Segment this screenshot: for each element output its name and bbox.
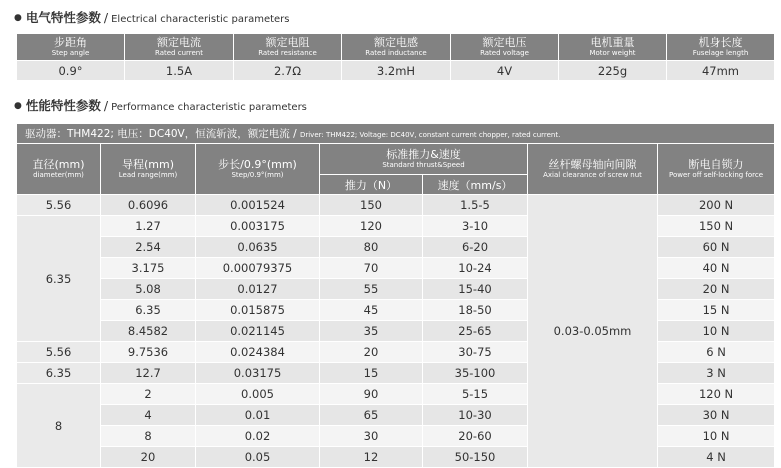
table-row bbox=[17, 447, 775, 468]
cell-lead: 8 bbox=[101, 426, 196, 447]
cell-step: 0.024384 bbox=[196, 342, 320, 363]
header-step: 步长/0.9°(mm) Step/0.9°(mm) bbox=[196, 144, 320, 195]
header-thrust: 推力（N） bbox=[320, 175, 423, 195]
section-title-en: Electrical characteristic parameters bbox=[111, 14, 290, 25]
table-row bbox=[17, 237, 775, 258]
cell-self-locking-force: 20 N bbox=[658, 279, 775, 300]
table-row bbox=[17, 216, 775, 237]
cell-lead: 2.54 bbox=[101, 237, 196, 258]
cell-step: 0.021145 bbox=[196, 321, 320, 342]
section-title-electrical bbox=[14, 8, 290, 26]
cell-step: 0.01 bbox=[196, 405, 320, 426]
driver-info-en: Driver: THM422; Voltage: DC40V, constant current chopper, rated current. bbox=[299, 131, 561, 139]
header-speed: 速度（mm/s） bbox=[423, 175, 528, 195]
table-row bbox=[17, 384, 775, 405]
table-row bbox=[17, 195, 775, 216]
header-rated-current: 额定电流 Rated current bbox=[125, 34, 234, 61]
cell-self-locking-force: 30 N bbox=[658, 405, 775, 426]
header-thrust-speed: 标准推力&速度 Standard thrust&Speed bbox=[320, 144, 528, 175]
section-title-en: Performance characteristic parameters bbox=[111, 102, 307, 113]
cell-speed: 5-15 bbox=[423, 384, 528, 405]
cell-speed: 10-24 bbox=[423, 258, 528, 279]
cell-self-locking-force: 10 N bbox=[658, 321, 775, 342]
cell-speed: 3-10 bbox=[423, 216, 528, 237]
cell-speed: 30-75 bbox=[423, 342, 528, 363]
cell-diameter: 6.35 bbox=[17, 216, 101, 342]
header-diameter: 直径(mm) diameter(mm) bbox=[17, 144, 101, 195]
cell-self-locking-force: 6 N bbox=[658, 342, 775, 363]
section-title-cn: 性能特性参数 bbox=[25, 98, 101, 113]
cell-lead: 9.7536 bbox=[101, 342, 196, 363]
cell-thrust: 35 bbox=[320, 321, 423, 342]
header-rated-resistance: 额定电阻 Rated resistance bbox=[234, 34, 342, 61]
cell-self-locking-force: 150 N bbox=[658, 216, 775, 237]
cell-thrust: 45 bbox=[320, 300, 423, 321]
cell-lead: 6.35 bbox=[101, 300, 196, 321]
cell-step: 0.001524 bbox=[196, 195, 320, 216]
cell-thrust: 55 bbox=[320, 279, 423, 300]
header-fuselage-length: 机身长度 Fuselage length bbox=[667, 34, 775, 61]
value-rated-inductance: 3.2mH bbox=[342, 61, 451, 81]
bullet-icon: ● bbox=[14, 13, 22, 23]
cell-diameter: 6.35 bbox=[17, 363, 101, 384]
cell-lead: 8.4582 bbox=[101, 321, 196, 342]
table-row bbox=[17, 363, 775, 384]
cell-diameter: 8 bbox=[17, 384, 101, 468]
cell-speed: 18-50 bbox=[423, 300, 528, 321]
section-title-performance bbox=[14, 96, 307, 114]
cell-speed: 15-40 bbox=[423, 279, 528, 300]
section-title-cn: 电气特性参数 bbox=[25, 10, 101, 25]
value-motor-weight: 225g bbox=[559, 61, 667, 81]
cell-speed: 1.5-5 bbox=[423, 195, 528, 216]
cell-thrust: 150 bbox=[320, 195, 423, 216]
performance-header-row bbox=[17, 144, 775, 175]
header-axial-clearance: 丝杆螺母轴向间隙 Axial clearance of screw nut bbox=[528, 144, 658, 195]
cell-thrust: 80 bbox=[320, 237, 423, 258]
electrical-header-row bbox=[17, 34, 775, 61]
cell-self-locking-force: 60 N bbox=[658, 237, 775, 258]
cell-step: 0.003175 bbox=[196, 216, 320, 237]
driver-info bbox=[17, 124, 775, 144]
cell-axial-clearance: 0.03-0.05mm bbox=[528, 195, 658, 468]
cell-step: 0.00079375 bbox=[196, 258, 320, 279]
performance-parameters-table bbox=[16, 123, 775, 468]
header-step-angle: 步距角 Step angle bbox=[17, 34, 125, 61]
electrical-value-row bbox=[17, 61, 775, 81]
cell-lead: 5.08 bbox=[101, 279, 196, 300]
value-fuselage-length: 47mm bbox=[667, 61, 775, 81]
header-motor-weight: 电机重量 Motor weight bbox=[559, 34, 667, 61]
cell-self-locking-force: 3 N bbox=[658, 363, 775, 384]
header-lead: 导程(mm) Lead range(mm) bbox=[101, 144, 196, 195]
cell-lead: 12.7 bbox=[101, 363, 196, 384]
driver-info-row bbox=[17, 124, 775, 144]
cell-diameter: 5.56 bbox=[17, 195, 101, 216]
cell-lead: 0.6096 bbox=[101, 195, 196, 216]
table-row bbox=[17, 426, 775, 447]
cell-lead: 2 bbox=[101, 384, 196, 405]
bullet-icon: ● bbox=[14, 101, 22, 111]
value-rated-voltage: 4V bbox=[451, 61, 559, 81]
cell-lead: 1.27 bbox=[101, 216, 196, 237]
cell-step: 0.05 bbox=[196, 447, 320, 468]
cell-speed: 20-60 bbox=[423, 426, 528, 447]
cell-diameter: 5.56 bbox=[17, 342, 101, 363]
value-step-angle: 0.9° bbox=[17, 61, 125, 81]
cell-lead: 20 bbox=[101, 447, 196, 468]
cell-speed: 6-20 bbox=[423, 237, 528, 258]
electrical-parameters-table bbox=[16, 33, 775, 81]
cell-speed: 25-65 bbox=[423, 321, 528, 342]
table-row bbox=[17, 300, 775, 321]
cell-thrust: 120 bbox=[320, 216, 423, 237]
header-self-locking-force: 断电自锁力 Power off self-locking force bbox=[658, 144, 775, 195]
cell-thrust: 15 bbox=[320, 363, 423, 384]
cell-thrust: 12 bbox=[320, 447, 423, 468]
cell-speed: 10-30 bbox=[423, 405, 528, 426]
cell-thrust: 90 bbox=[320, 384, 423, 405]
cell-thrust: 65 bbox=[320, 405, 423, 426]
cell-step: 0.02 bbox=[196, 426, 320, 447]
header-rated-inductance: 额定电感 Rated inductance bbox=[342, 34, 451, 61]
table-row bbox=[17, 342, 775, 363]
section-title-separator: / bbox=[103, 10, 109, 25]
table-row bbox=[17, 279, 775, 300]
value-rated-resistance: 2.7Ω bbox=[234, 61, 342, 81]
table-row bbox=[17, 321, 775, 342]
cell-thrust: 20 bbox=[320, 342, 423, 363]
cell-lead: 4 bbox=[101, 405, 196, 426]
section-title-separator: / bbox=[103, 98, 109, 113]
cell-step: 0.0635 bbox=[196, 237, 320, 258]
cell-self-locking-force: 40 N bbox=[658, 258, 775, 279]
cell-self-locking-force: 4 N bbox=[658, 447, 775, 468]
value-rated-current: 1.5A bbox=[125, 61, 234, 81]
driver-info-cn: 驱动器：THM422; 电压：DC40V，恒流斩波，额定电流 / bbox=[25, 128, 297, 140]
cell-thrust: 70 bbox=[320, 258, 423, 279]
cell-self-locking-force: 15 N bbox=[658, 300, 775, 321]
cell-self-locking-force: 10 N bbox=[658, 426, 775, 447]
table-row bbox=[17, 258, 775, 279]
header-rated-voltage: 额定电压 Rated voltage bbox=[451, 34, 559, 61]
cell-speed: 50-150 bbox=[423, 447, 528, 468]
cell-thrust: 30 bbox=[320, 426, 423, 447]
cell-step: 0.03175 bbox=[196, 363, 320, 384]
cell-self-locking-force: 120 N bbox=[658, 384, 775, 405]
cell-step: 0.0127 bbox=[196, 279, 320, 300]
cell-speed: 35-100 bbox=[423, 363, 528, 384]
table-row bbox=[17, 405, 775, 426]
cell-self-locking-force: 200 N bbox=[658, 195, 775, 216]
cell-step: 0.015875 bbox=[196, 300, 320, 321]
cell-step: 0.005 bbox=[196, 384, 320, 405]
cell-lead: 3.175 bbox=[101, 258, 196, 279]
